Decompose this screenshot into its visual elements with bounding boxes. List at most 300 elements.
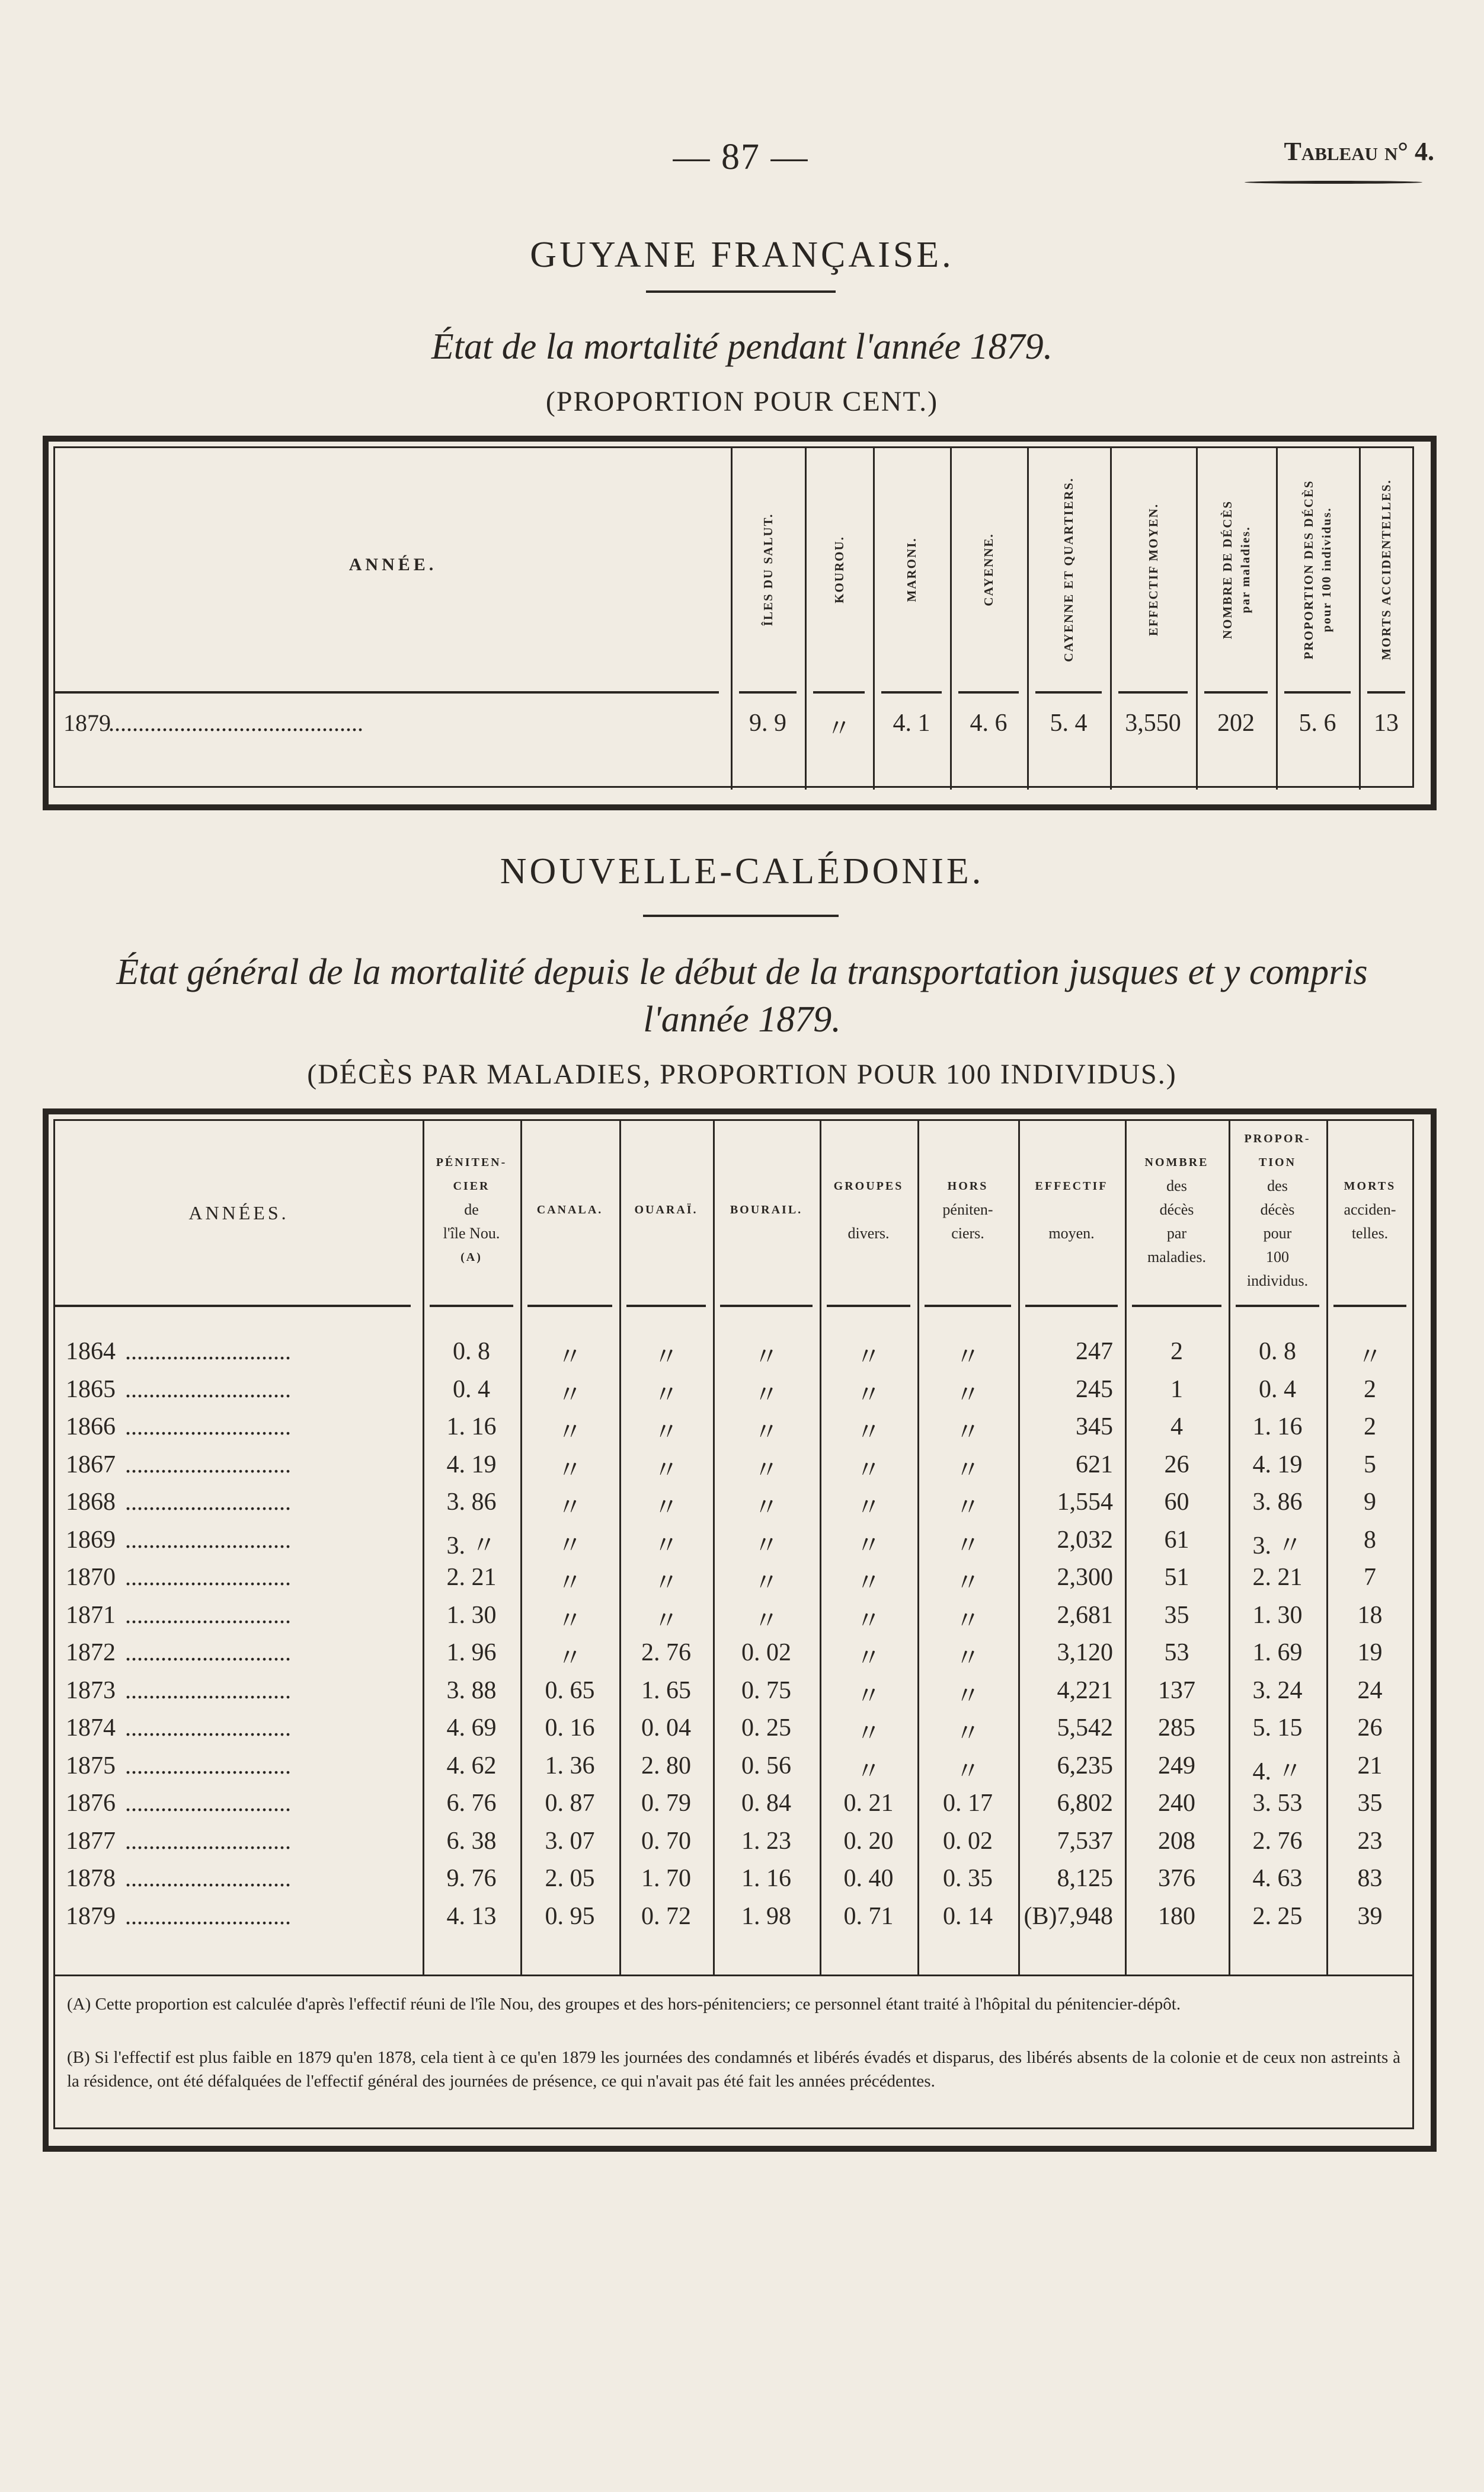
nc-cell: 0. 79 xyxy=(641,1790,691,1817)
nc-cell: 1. 98 xyxy=(741,1902,791,1930)
guyane-title-rule xyxy=(646,290,836,293)
nc-cell: 〃 xyxy=(653,1532,679,1560)
nc-cell: 1. 36 xyxy=(545,1752,595,1779)
nc-cell: 2,032 xyxy=(1057,1526,1113,1554)
guyane-cell: 5. 6 xyxy=(1298,710,1336,737)
nc-col-header-line: par xyxy=(1166,1225,1187,1242)
nc-col-header xyxy=(1018,1174,1125,1245)
nc-header-rule xyxy=(1025,1305,1118,1307)
nc-cell: 51 xyxy=(1164,1564,1189,1591)
nc-col-header-line: GROUPES xyxy=(833,1180,904,1193)
guyane-col-header-line: MARONI. xyxy=(904,537,919,602)
nc-cell: 〃 xyxy=(955,1570,980,1597)
nc-col-header-line: EFFECTIF xyxy=(1035,1180,1108,1193)
nc-cell: 〃 xyxy=(955,1532,980,1560)
nc-cell: 1. 16 xyxy=(1252,1413,1303,1440)
nc-col-header-line: décès xyxy=(1159,1201,1194,1218)
nc-cell: 〃 xyxy=(753,1570,779,1597)
guyane-header-rule xyxy=(881,691,942,694)
nc-col-header-line xyxy=(820,1198,917,1222)
nc-cell: 18 xyxy=(1357,1601,1383,1629)
nc-cell: 3. 86 xyxy=(446,1488,497,1516)
nc-header-rule xyxy=(626,1305,706,1307)
nc-row-year: 1871 xyxy=(66,1601,116,1629)
nc-cell: 〃 xyxy=(557,1532,583,1560)
nc-cell: 23 xyxy=(1357,1827,1383,1855)
nc-cell: 9. 76 xyxy=(446,1865,497,1892)
nc-cell: 1. 65 xyxy=(641,1676,691,1704)
nc-cell: 7 xyxy=(1364,1564,1376,1591)
guyane-col-divider xyxy=(1196,448,1198,790)
nc-cell: 〃 xyxy=(955,1494,980,1522)
nc-cell: 53 xyxy=(1164,1639,1189,1666)
nc-cell: 〃 xyxy=(856,1607,881,1635)
nc-col-header-line: pour xyxy=(1263,1225,1292,1242)
guyane-col-header xyxy=(1144,463,1162,676)
nc-cell: 1. 30 xyxy=(446,1601,497,1629)
nc-cell: 〃 xyxy=(753,1381,779,1409)
nc-cell: 35 xyxy=(1357,1790,1383,1817)
nc-cell: 60 xyxy=(1164,1488,1189,1516)
guyane-col-divider xyxy=(873,448,875,790)
nc-col-header xyxy=(820,1174,917,1245)
nc-cell: 〃 xyxy=(557,1494,583,1522)
nc-col-header-line: maladies. xyxy=(1147,1248,1206,1266)
nc-col-header-line: HORS xyxy=(947,1180,989,1193)
nc-cell: 24 xyxy=(1357,1676,1383,1704)
nc-col-header-line: 100 xyxy=(1266,1248,1289,1266)
nc-cell: 〃 xyxy=(653,1570,679,1597)
nc-col-header-line: acciden- xyxy=(1344,1201,1396,1218)
nc-row-leader: ............................ xyxy=(125,1790,291,1816)
nc-col-header-line xyxy=(1018,1198,1125,1222)
guyane-col-divider xyxy=(1027,448,1029,790)
nc-col-header-line: ciers. xyxy=(951,1225,984,1242)
nc-row-leader: ............................ xyxy=(125,1564,291,1590)
nc-col-header-line: CIER xyxy=(453,1180,490,1193)
guyane-col-divider xyxy=(731,448,733,790)
nc-cell: 35 xyxy=(1164,1601,1189,1629)
nc-cell: 〃 xyxy=(856,1494,881,1522)
nc-row-year: 1869 xyxy=(66,1526,116,1554)
guyane-header-rule xyxy=(1284,691,1351,694)
nc-cell: 0. 75 xyxy=(741,1676,791,1704)
nc-row-leader: ............................ xyxy=(125,1375,291,1402)
nc-cell: 0. 20 xyxy=(843,1827,894,1855)
guyane-header-rule xyxy=(1367,691,1405,694)
nc-cell: 〃 xyxy=(653,1607,679,1635)
nc-cell: 〃 xyxy=(653,1456,679,1484)
nc-cell: 1,554 xyxy=(1057,1488,1113,1516)
nc-cell: 0. 21 xyxy=(843,1790,894,1817)
nc-cell: 0. 70 xyxy=(641,1827,691,1855)
nc-cell: 〃 xyxy=(856,1532,881,1560)
nc-cell: 〃 xyxy=(557,1381,583,1409)
nc-cell: 0. 56 xyxy=(741,1752,791,1779)
guyane-col-header-line: NOMBRE DE DÉCÈS xyxy=(1220,500,1234,640)
nc-col-header-line: décès xyxy=(1260,1201,1295,1218)
nc-cell: 0. 25 xyxy=(741,1714,791,1742)
guyane-cell: 4. 1 xyxy=(893,710,930,737)
nc-cell: 〃 xyxy=(955,1344,980,1371)
nc-cell: 9 xyxy=(1364,1488,1376,1516)
tableau-underline xyxy=(1245,181,1422,184)
nc-title-rule xyxy=(643,915,839,917)
nc-cell: 345 xyxy=(1076,1413,1113,1440)
nc-row-year: 1867 xyxy=(66,1451,116,1478)
guyane-col-header xyxy=(1300,463,1335,676)
nc-cell: 0. 17 xyxy=(943,1790,993,1817)
nc-row-year: 1866 xyxy=(66,1413,116,1440)
nc-cell: 3,120 xyxy=(1057,1639,1113,1666)
guyane-header-rule xyxy=(958,691,1019,694)
guyane-cell: 4. 6 xyxy=(970,710,1008,737)
guyane-header-rule xyxy=(739,691,797,694)
guyane-header-rule xyxy=(813,691,865,694)
guyane-col-header xyxy=(1060,463,1077,676)
nc-cell: 3. 53 xyxy=(1252,1790,1303,1817)
nc-col-header xyxy=(713,1198,820,1222)
guyane-col-header xyxy=(759,463,777,676)
guyane-header-rule xyxy=(1204,691,1268,694)
guyane-col-header-line: ÎLES DU SALUT. xyxy=(760,513,775,627)
nc-year-header: ANNÉES. xyxy=(188,1202,289,1223)
guyane-col-header-line: par maladies. xyxy=(1237,526,1252,614)
nc-cell: 〃 xyxy=(955,1645,980,1672)
nc-row-leader: ............................ xyxy=(125,1676,291,1704)
nc-row-leader: ............................ xyxy=(125,1526,291,1553)
guyane-cell: 202 xyxy=(1217,710,1255,737)
nc-cell: 4,221 xyxy=(1057,1676,1113,1704)
nc-col-header-line: PÉNITEN- xyxy=(436,1156,507,1169)
nc-col-header xyxy=(619,1198,713,1222)
nc-row-year: 1879 xyxy=(66,1902,116,1930)
nc-cell: 〃 xyxy=(856,1456,881,1484)
nc-col-header-line: des xyxy=(1267,1177,1288,1194)
guyane-title: GUYANE FRANÇAISE. xyxy=(530,235,954,275)
nc-cell: 39 xyxy=(1357,1902,1383,1930)
nc-paren: (DÉCÈS PAR MALADIES, PROPORTION POUR 100 INDIVIDUS.) xyxy=(307,1059,1177,1090)
nc-header-rule xyxy=(1333,1305,1406,1307)
nc-cell: 〃 xyxy=(753,1419,779,1446)
nc-cell: 21 xyxy=(1357,1752,1383,1779)
guyane-col-header xyxy=(1377,463,1395,676)
nc-row-year: 1878 xyxy=(66,1865,116,1892)
nc-row-year: 1868 xyxy=(66,1488,116,1516)
guyane-col-header xyxy=(903,463,920,676)
guyane-cell: 9. 9 xyxy=(749,710,786,737)
nc-cell: 83 xyxy=(1357,1865,1383,1892)
nc-cell: 1. 23 xyxy=(741,1827,791,1855)
nc-cell: 0. 35 xyxy=(943,1865,993,1892)
nc-cell: 376 xyxy=(1158,1865,1195,1892)
guyane-row-year: 1879 xyxy=(63,710,111,736)
nc-cell: 4. 19 xyxy=(1252,1451,1303,1478)
nc-header-rule xyxy=(1132,1305,1221,1307)
nc-cell: 〃 xyxy=(856,1570,881,1597)
nc-cell: 〃 xyxy=(557,1419,583,1446)
nc-col-header-line: TION xyxy=(1258,1156,1297,1169)
nc-cell: 0. 87 xyxy=(545,1790,595,1817)
nc-cell: 2,300 xyxy=(1057,1564,1113,1591)
nc-col-header xyxy=(423,1151,520,1269)
nc-cell: 1 xyxy=(1170,1375,1183,1403)
nc-cell: 1. 30 xyxy=(1252,1601,1303,1629)
nc-subtitle-line1: État général de la mortalité depuis le début de la transportation jusques et y compris xyxy=(116,952,1368,992)
nc-cell: 4. 69 xyxy=(446,1714,497,1742)
nc-col-header-line: individus. xyxy=(1246,1272,1309,1289)
nc-row-leader: ............................ xyxy=(125,1601,291,1628)
nc-cell: 6. 38 xyxy=(446,1827,497,1855)
nc-row-year: 1864 xyxy=(66,1338,116,1365)
nc-cell: 0. 72 xyxy=(641,1902,691,1930)
nc-row-leader: ............................ xyxy=(125,1714,291,1741)
guyane-header-rule xyxy=(55,691,719,694)
nc-cell: 3. 24 xyxy=(1252,1676,1303,1704)
guyane-cell: 〃 xyxy=(826,715,852,743)
nc-cell: 〃 xyxy=(653,1381,679,1409)
nc-row-leader: ............................ xyxy=(125,1338,291,1365)
nc-cell: 〃 xyxy=(653,1344,679,1371)
guyane-col-divider xyxy=(950,448,952,790)
nc-cell: 〃 xyxy=(653,1494,679,1522)
nc-table-inner xyxy=(53,1119,1414,2129)
nc-row-leader: ............................ xyxy=(125,1639,291,1666)
nc-cell: 〃 xyxy=(653,1419,679,1446)
nc-row-year: 1865 xyxy=(66,1375,116,1403)
nc-note-b: (B) Si l'effectif est plus faible en 1879 qu'en 1878, cela tient à ce qu'en 1879 les journées des condamnés et libérés évadés et disparus, des libérés absents de la colonie et de ceux non astreints à la résidence, ont été défalquées de l'effectif général des journées de présence, ce qui n'avait pas été fait les années précédentes. xyxy=(67,2048,1400,2091)
nc-cell: 4. 〃 xyxy=(1252,1758,1303,1785)
nc-cell: 〃 xyxy=(753,1532,779,1560)
guyane-row-leader: ........................................... xyxy=(108,710,363,736)
nc-cell: 0. 02 xyxy=(741,1639,791,1666)
nc-cell: 0. 02 xyxy=(943,1827,993,1855)
nc-col-header-line: (A) xyxy=(460,1251,482,1264)
nc-cell: 〃 xyxy=(856,1381,881,1409)
nc-col-header-line: CANALA. xyxy=(536,1203,603,1216)
nc-cell: 1. 96 xyxy=(446,1639,497,1666)
nc-col-header-line: de xyxy=(464,1201,479,1218)
nc-col-header-line: NOMBRE xyxy=(1144,1156,1209,1169)
nc-cell: 137 xyxy=(1158,1676,1195,1704)
nc-row-year: 1873 xyxy=(66,1676,116,1704)
nc-cell: 1. 16 xyxy=(446,1413,497,1440)
nc-cell: 0. 84 xyxy=(741,1790,791,1817)
nc-cell: 2 xyxy=(1364,1375,1376,1403)
nc-cell: 〃 xyxy=(955,1607,980,1635)
nc-row-leader: ............................ xyxy=(125,1827,291,1854)
nc-row-leader: ............................ xyxy=(125,1413,291,1440)
nc-cell: 2. 25 xyxy=(1252,1902,1303,1930)
nc-col-header-line: MORTS xyxy=(1344,1180,1396,1193)
nc-title: NOUVELLE-CALÉDONIE. xyxy=(500,851,984,892)
guyane-col-divider xyxy=(1110,448,1112,790)
nc-col-header xyxy=(520,1198,619,1222)
nc-cell: 〃 xyxy=(856,1758,881,1785)
nc-cell: 240 xyxy=(1158,1790,1195,1817)
nc-cell: 2,681 xyxy=(1057,1601,1113,1629)
guyane-cell: 3,550 xyxy=(1125,710,1181,737)
guyane-col-header-line: MORTS ACCIDENTELLES. xyxy=(1379,479,1393,660)
guyane-col-header xyxy=(830,463,848,676)
nc-cell: 〃 xyxy=(1357,1344,1383,1371)
nc-cell: 285 xyxy=(1158,1714,1195,1742)
guyane-col-header xyxy=(980,463,997,676)
nc-cell: 0. 95 xyxy=(545,1902,595,1930)
nc-cell: 61 xyxy=(1164,1526,1189,1554)
nc-cell: 6,802 xyxy=(1057,1790,1113,1817)
guyane-col-header-line: EFFECTIF MOYEN. xyxy=(1146,503,1160,637)
nc-cell: 〃 xyxy=(753,1494,779,1522)
nc-row-leader: ............................ xyxy=(125,1488,291,1515)
nc-subtitle-line2: l'année 1879. xyxy=(643,999,841,1040)
nc-header-rule xyxy=(720,1305,813,1307)
nc-cell: 249 xyxy=(1158,1752,1195,1779)
nc-row-year: 1874 xyxy=(66,1714,116,1742)
nc-cell: 5 xyxy=(1364,1451,1376,1478)
guyane-paren: (PROPORTION POUR CENT.) xyxy=(545,386,939,417)
guyane-col-header-line: CAYENNE ET QUARTIERS. xyxy=(1061,477,1076,662)
nc-cell: 4. 13 xyxy=(446,1902,497,1930)
nc-cell: 0. 65 xyxy=(545,1676,595,1704)
nc-cell: 6. 76 xyxy=(446,1790,497,1817)
nc-cell: 2. 21 xyxy=(1252,1564,1303,1591)
nc-cell: 〃 xyxy=(753,1344,779,1371)
nc-cell: 0. 71 xyxy=(843,1902,894,1930)
nc-col-header xyxy=(1229,1127,1326,1293)
nc-col-header-line: BOURAIL. xyxy=(730,1203,803,1216)
nc-cell: 3. 88 xyxy=(446,1676,497,1704)
nc-cell: 19 xyxy=(1357,1639,1383,1666)
tableau-label: Tableau n° 4. xyxy=(1284,137,1434,166)
nc-cell: 〃 xyxy=(955,1456,980,1484)
guyane-header-rule xyxy=(1035,691,1102,694)
nc-row-leader: ............................ xyxy=(125,1865,291,1892)
guyane-col-header-line: KOUROU. xyxy=(831,536,846,603)
nc-header-rule xyxy=(1236,1305,1319,1307)
nc-cell: 26 xyxy=(1357,1714,1383,1742)
nc-cell: 2 xyxy=(1170,1338,1183,1365)
nc-cell: 0. 8 xyxy=(1259,1338,1296,1365)
nc-cell: 2. 05 xyxy=(545,1865,595,1892)
nc-header-rule xyxy=(430,1305,513,1307)
nc-cell: 〃 xyxy=(557,1570,583,1597)
nc-col-header-line: moyen. xyxy=(1048,1225,1095,1242)
nc-row-year: 1876 xyxy=(66,1790,116,1817)
nc-cell: 〃 xyxy=(955,1720,980,1747)
nc-cell: 〃 xyxy=(557,1607,583,1635)
nc-cell: 〃 xyxy=(557,1344,583,1371)
nc-cell: 2. 76 xyxy=(1252,1827,1303,1855)
nc-col-header-line: des xyxy=(1166,1177,1187,1194)
nc-cell: 3. 86 xyxy=(1252,1488,1303,1516)
nc-cell: 2. 76 xyxy=(641,1639,691,1666)
guyane-subtitle: État de la mortalité pendant l'année 1879. xyxy=(431,327,1053,367)
nc-cell: 〃 xyxy=(955,1381,980,1409)
nc-cell: 3. 〃 xyxy=(1252,1532,1303,1560)
nc-col-header-line: telles. xyxy=(1351,1225,1389,1242)
nc-cell: 〃 xyxy=(753,1456,779,1484)
nc-note-a: (A) Cette proportion est calculée d'après l'effectif réuni de l'île Nou, des groupes et des hors-pénitenciers; ce personnel étant traité à l'hôpital du pénitencier-dépôt. xyxy=(67,1995,1181,2014)
guyane-header-rule xyxy=(1118,691,1188,694)
nc-cell: 7,537 xyxy=(1057,1827,1113,1855)
nc-cell: 0. 14 xyxy=(943,1902,993,1930)
nc-cell: 0. 4 xyxy=(453,1375,490,1403)
nc-cell: 〃 xyxy=(856,1344,881,1371)
nc-cell: 5,542 xyxy=(1057,1714,1113,1742)
nc-cell: 4. 62 xyxy=(446,1752,497,1779)
nc-cell: 〃 xyxy=(955,1419,980,1446)
nc-cell: 〃 xyxy=(856,1720,881,1747)
nc-cell: 2. 21 xyxy=(446,1564,497,1591)
nc-header-rule xyxy=(527,1305,612,1307)
nc-cell: 208 xyxy=(1158,1827,1195,1855)
nc-cell: 2. 80 xyxy=(641,1752,691,1779)
nc-cell: 0. 04 xyxy=(641,1714,691,1742)
nc-header-rule xyxy=(925,1305,1011,1307)
nc-row-year: 1872 xyxy=(66,1639,116,1666)
nc-col-header-line: OUARAÏ. xyxy=(634,1203,698,1216)
nc-cell: 〃 xyxy=(856,1419,881,1446)
nc-cell: 4 xyxy=(1170,1413,1183,1440)
nc-cell: 0. 40 xyxy=(843,1865,894,1892)
guyane-cell: 13 xyxy=(1374,710,1399,737)
page-number: — 87 — xyxy=(673,137,809,177)
nc-col-header xyxy=(1326,1174,1413,1245)
nc-cell: 2 xyxy=(1364,1413,1376,1440)
nc-row-year: 1875 xyxy=(66,1752,116,1779)
nc-cell: 3. 07 xyxy=(545,1827,595,1855)
nc-cell: 0. 4 xyxy=(1259,1375,1296,1403)
nc-cell: 5. 15 xyxy=(1252,1714,1303,1742)
nc-cell: 621 xyxy=(1076,1451,1113,1478)
nc-header-rule xyxy=(827,1305,910,1307)
nc-col-header xyxy=(917,1174,1018,1245)
nc-cell: 26 xyxy=(1164,1451,1189,1478)
guyane-col-divider xyxy=(1276,448,1278,790)
nc-cell: 4. 19 xyxy=(446,1451,497,1478)
nc-cell: 〃 xyxy=(557,1645,583,1672)
nc-cell: 0. 16 xyxy=(545,1714,595,1742)
nc-cell: 8 xyxy=(1364,1526,1376,1554)
nc-cell: 247 xyxy=(1076,1338,1113,1365)
guyane-table-inner xyxy=(53,446,1414,788)
nc-cell: 0. 8 xyxy=(453,1338,490,1365)
nc-cell: 〃 xyxy=(856,1645,881,1672)
nc-cell: 3. 〃 xyxy=(446,1532,497,1560)
nc-row-leader: ............................ xyxy=(125,1451,291,1478)
nc-cell: 〃 xyxy=(856,1682,881,1710)
nc-cell: 8,125 xyxy=(1057,1865,1113,1892)
guyane-cell: 5. 4 xyxy=(1050,710,1088,737)
nc-cell: 〃 xyxy=(557,1456,583,1484)
nc-cell: 6,235 xyxy=(1057,1752,1113,1779)
guyane-col-divider xyxy=(1359,448,1361,790)
nc-table-bottom-rule xyxy=(55,1975,1412,1976)
nc-cell: 245 xyxy=(1076,1375,1113,1403)
nc-cell: 1. 16 xyxy=(741,1865,791,1892)
nc-row-year: 1877 xyxy=(66,1827,116,1855)
nc-row-leader: ............................ xyxy=(125,1902,291,1929)
nc-col-header-line: PROPOR- xyxy=(1244,1132,1311,1145)
guyane-col-header-line: PROPORTION DES DÉCÈS xyxy=(1301,480,1316,660)
guyane-col-header-line: pour 100 individus. xyxy=(1319,507,1333,632)
nc-header-rule xyxy=(55,1305,411,1307)
nc-cell: 1. 70 xyxy=(641,1865,691,1892)
nc-cell: (B)7,948 xyxy=(1024,1902,1113,1930)
nc-cell: 4. 63 xyxy=(1252,1865,1303,1892)
guyane-year-header: ANNÉE. xyxy=(348,555,437,574)
